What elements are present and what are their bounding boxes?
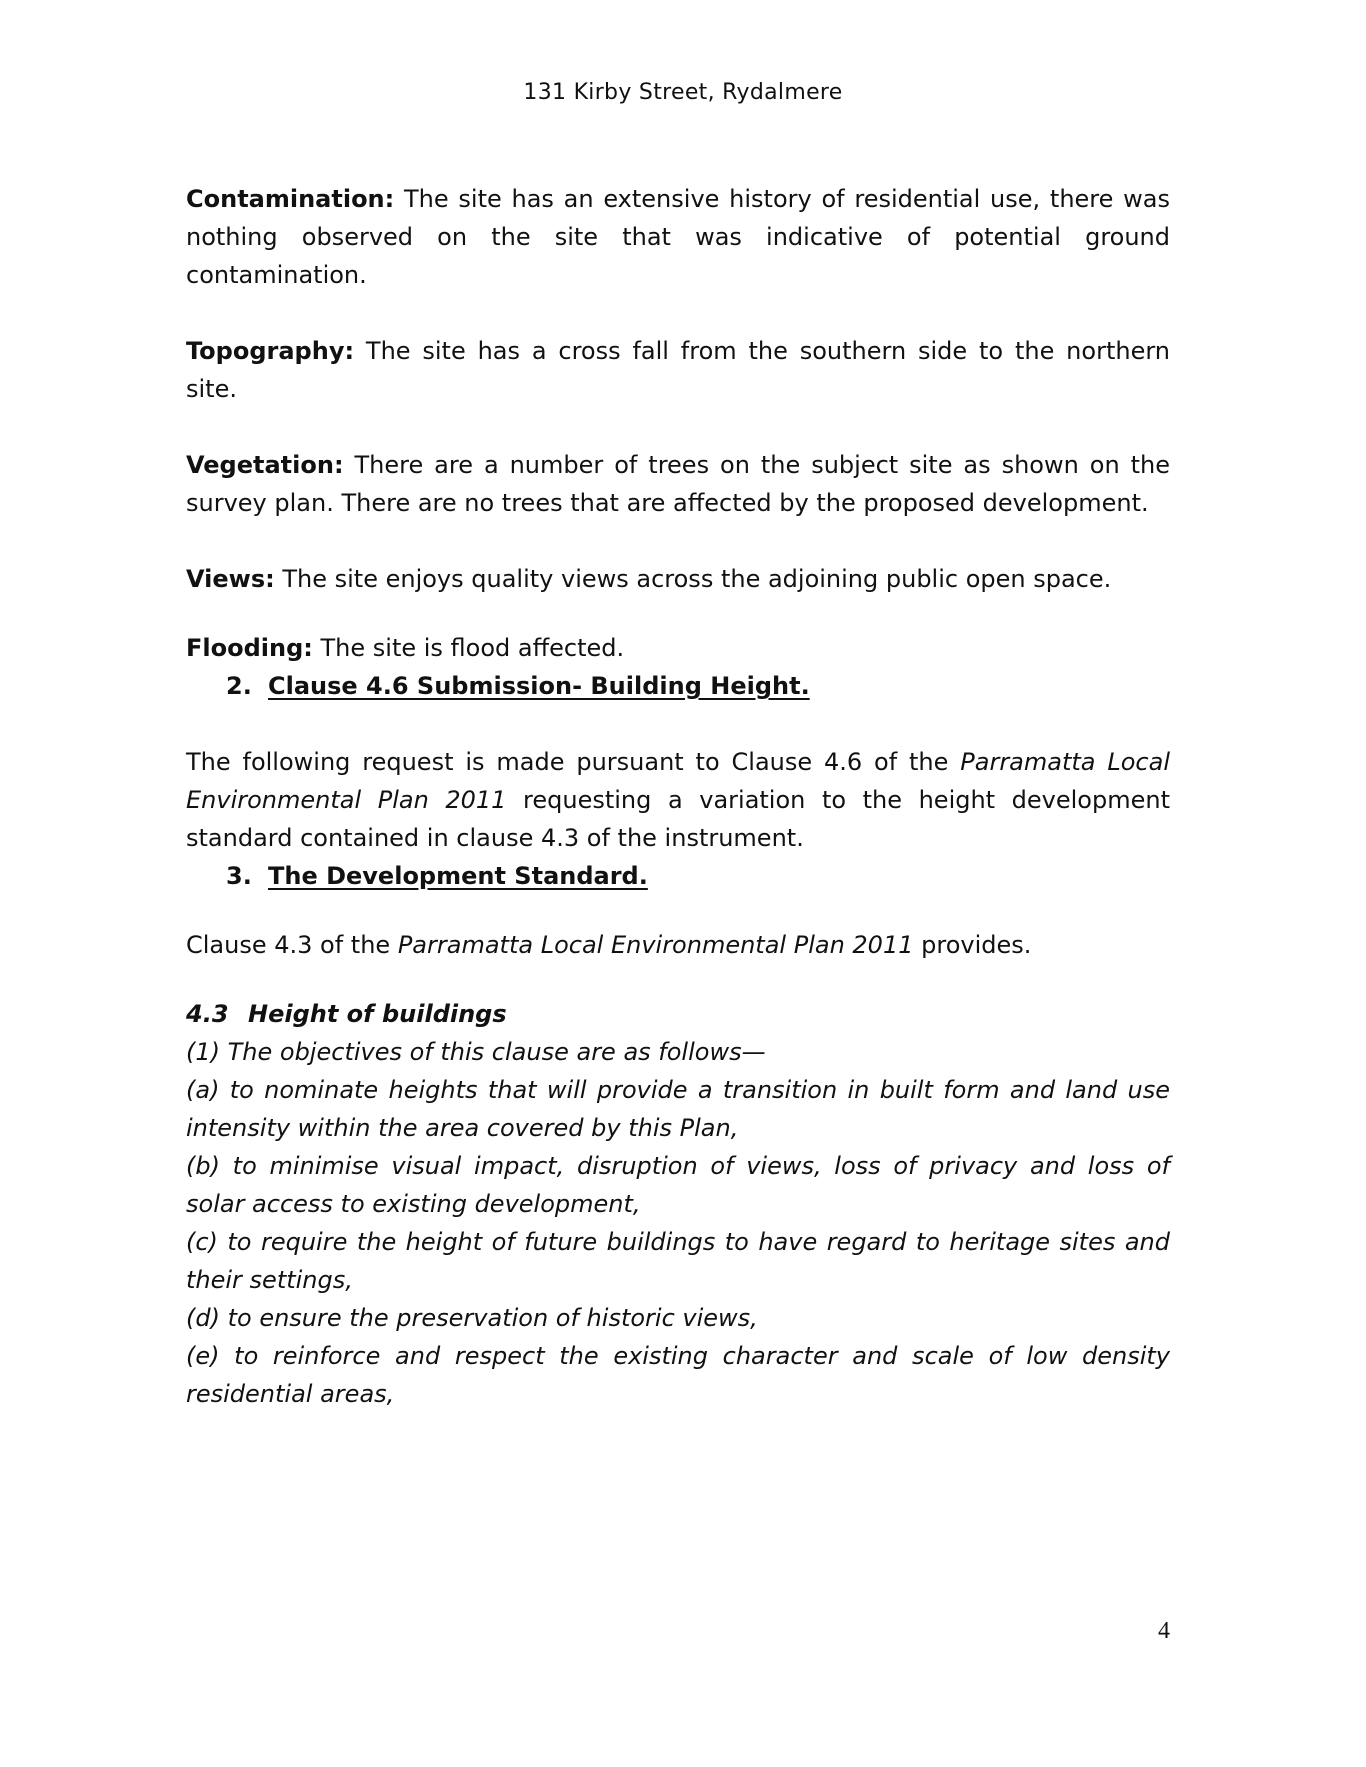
clause-item: (b) to minimise visual impact, disruption of views, loss of privacy and loss of solar access to existing development, [186,1152,1170,1218]
section-3-heading [186,857,1170,895]
section-3-text-end: provides. [913,931,1032,959]
contamination-label: Contamination: [186,185,395,213]
topography-paragraph [186,332,1170,408]
views-paragraph [186,560,1170,598]
section-3-paragraph [186,926,1170,964]
section-2-text-start: The following request is made pursuant to Clause 4.6 of the [186,748,961,776]
section-3-plan-name: Parramatta Local Environmental Plan 2011 [397,931,914,959]
clause-number: 4.3 [186,1000,229,1028]
clause-item: (d) to ensure the preservation of historic views, [186,1304,758,1332]
views-text: The site enjoys quality views across the adjoining public open space. [274,565,1112,593]
page-header: 131 Kirby Street, Rydalmere [523,80,843,105]
flooding-paragraph [186,629,1170,667]
clause-4-3-quote [186,995,1170,1413]
section-2-paragraph [186,743,1170,857]
clause-heading [186,995,1170,1033]
topography-text: The site has a cross fall from the southern side to the northern site. [186,337,1170,403]
section-2-heading [186,667,1170,705]
contamination-paragraph [186,180,1170,294]
section-3-number: 3. [226,862,252,890]
clause-title: Height of buildings [248,1000,507,1028]
section-2-plan-name: Parramatta Local Environmental Plan 2011 [186,748,1170,814]
clause-item: (c) to require the height of future buildings to have regard to heritage sites and their settings, [186,1228,1170,1294]
section-2-number: 2. [226,672,252,700]
section-3-title: The Development Standard. [268,862,648,890]
flooding-text: The site is flood affected. [312,634,625,662]
flooding-label: Flooding: [186,634,313,662]
clause-item: (a) to nominate heights that will provide a transition in built form and land use intensity within the area covered by this Plan, [186,1076,1170,1142]
vegetation-text: There are a number of trees on the subject site as shown on the survey plan. There are no trees that are affected by the proposed development. [186,451,1170,517]
page-body [186,180,1170,1413]
clause-item: (e) to reinforce and respect the existing character and scale of low density residential areas, [186,1342,1170,1408]
contamination-text: The site has an extensive history of residential use, there was nothing observed on the site that was indicative of potential ground contamination. [186,185,1170,289]
section-2-text-end: requesting a variation to the height development standard contained in clause 4.3 of the instrument. [186,786,1170,852]
vegetation-label: Vegetation: [186,451,344,479]
section-3-text-start: Clause 4.3 of the [186,931,398,959]
views-label: Views: [186,565,275,593]
topography-label: Topography: [186,337,355,365]
vegetation-paragraph [186,446,1170,522]
clause-item: (1) The objectives of this clause are as follows— [186,1038,766,1066]
page-number: 4 [1158,1618,1170,1644]
section-2-title: Clause 4.6 Submission- Building Height. [268,672,810,700]
